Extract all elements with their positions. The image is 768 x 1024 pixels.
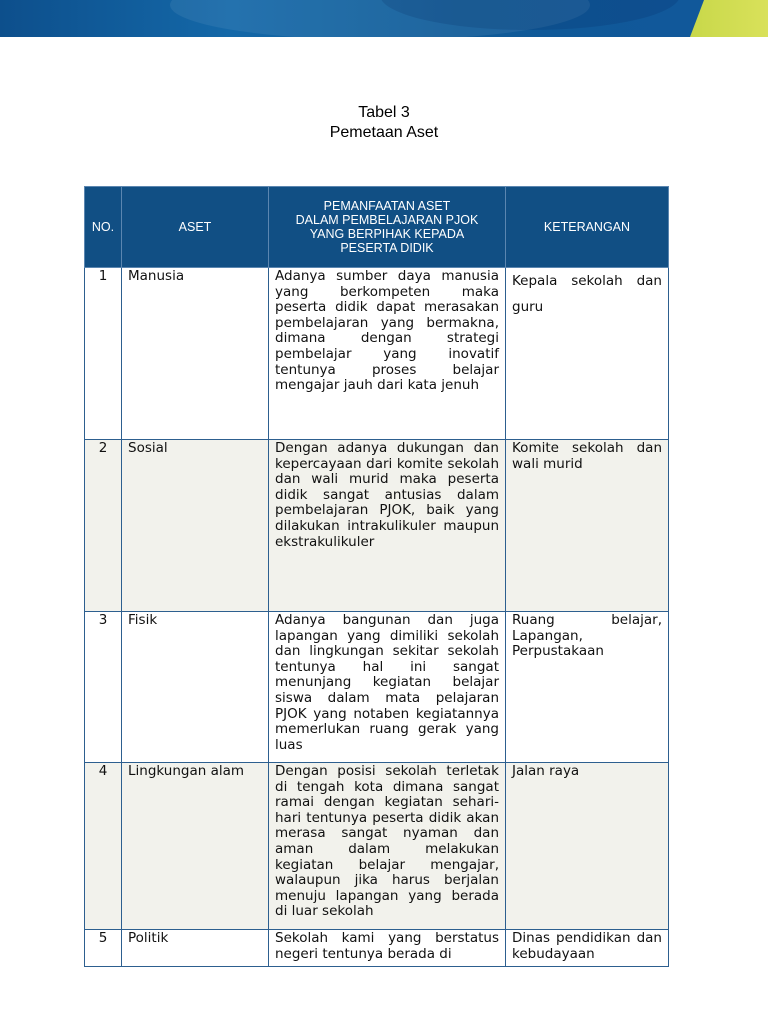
cell-aset: Sosial xyxy=(122,440,269,612)
table-row xyxy=(85,612,669,763)
cell-pemanfaatan: Dengan posisi sekolah terletak di tengah kota dimana sangat ramai dengan kegiatan sehari-hari tentunya peserta didik akan merasa sangat nyaman dan aman dalam melakukan kegiatan belajar mengajar, walaupun jika harus berjalan menuju lapangan yang berada di luar sekolah xyxy=(269,763,506,930)
caption-line-1: Tabel 3 xyxy=(358,104,410,121)
table-row xyxy=(85,440,669,612)
cell-pemanfaatan: Adanya sumber daya manusia yang berkompeten maka peserta didik dapat merasakan pembelajaran yang bermakna, dimana dengan strategi pembelajar yang inovatif tentunya proses belajar mengajar jauh dari kata jenuh xyxy=(269,268,506,440)
table-header-row xyxy=(85,187,669,268)
header-aset: ASET xyxy=(122,187,269,268)
banner-accent-stripe xyxy=(690,0,768,37)
table-row xyxy=(85,763,669,930)
table-row xyxy=(85,268,669,440)
header-pemanfaatan xyxy=(269,187,506,268)
table-row xyxy=(85,930,669,967)
caption-line-2: Pemetaan Aset xyxy=(329,124,439,141)
cell-pemanfaatan xyxy=(269,930,506,967)
cell-pemanfaatan: Adanya bangunan dan juga lapangan yang dimiliki sekolah dan lingkungan sekitar sekolah tentunya hal ini sangat menunjang kegiatan belajar siswa dalam mata pelajaran PJOK yang notaben kegiatannya memerlukan ruang gerak yang luas xyxy=(269,612,506,763)
cell-keterangan-text: Dinas pendidikan dan kebudayaan xyxy=(512,931,662,962)
cell-pemanfaatan-text: Sekolah kami yang berstatus negeri tentunya berada di xyxy=(275,931,499,962)
cell-no: 3 xyxy=(85,612,122,763)
cell-keterangan xyxy=(506,930,669,967)
header-pemanfaatan-line: DALAM PEMBELAJARAN PJOK xyxy=(295,213,479,227)
cell-keterangan: Komite sekolah dan wali murid xyxy=(506,440,669,612)
top-banner xyxy=(0,0,768,37)
header-pemanfaatan-line: YANG BERPIHAK KEPADA xyxy=(309,227,465,241)
cell-no: 5 xyxy=(85,930,122,967)
asset-mapping-table xyxy=(84,186,669,967)
cell-no: 4 xyxy=(85,763,122,930)
cell-no: 1 xyxy=(85,268,122,440)
cell-aset: Manusia xyxy=(122,268,269,440)
cell-keterangan: Kepala sekolah dan guru xyxy=(506,268,669,440)
cell-keterangan: Ruang belajar, Lapangan, Perpustakaan xyxy=(506,612,669,763)
header-pemanfaatan-line: PEMANFAATAN ASET xyxy=(323,199,451,213)
cell-no: 2 xyxy=(85,440,122,612)
cell-keterangan: Jalan raya xyxy=(506,763,669,930)
cell-aset: Politik xyxy=(122,930,269,967)
header-keterangan: KETERANGAN xyxy=(506,187,669,268)
cell-aset: Lingkungan alam xyxy=(122,763,269,930)
header-no: NO. xyxy=(85,187,122,268)
table-caption xyxy=(0,103,768,143)
cell-aset: Fisik xyxy=(122,612,269,763)
cell-pemanfaatan: Dengan adanya dukungan dan kepercayaan dari komite sekolah dan wali murid maka peserta didik sangat antusias dalam pembelajaran PJOK, baik yang dilakukan intrakulikuler maupun ekstrakulikuler xyxy=(269,440,506,612)
header-pemanfaatan-line: PESERTA DIDIK xyxy=(340,241,434,255)
